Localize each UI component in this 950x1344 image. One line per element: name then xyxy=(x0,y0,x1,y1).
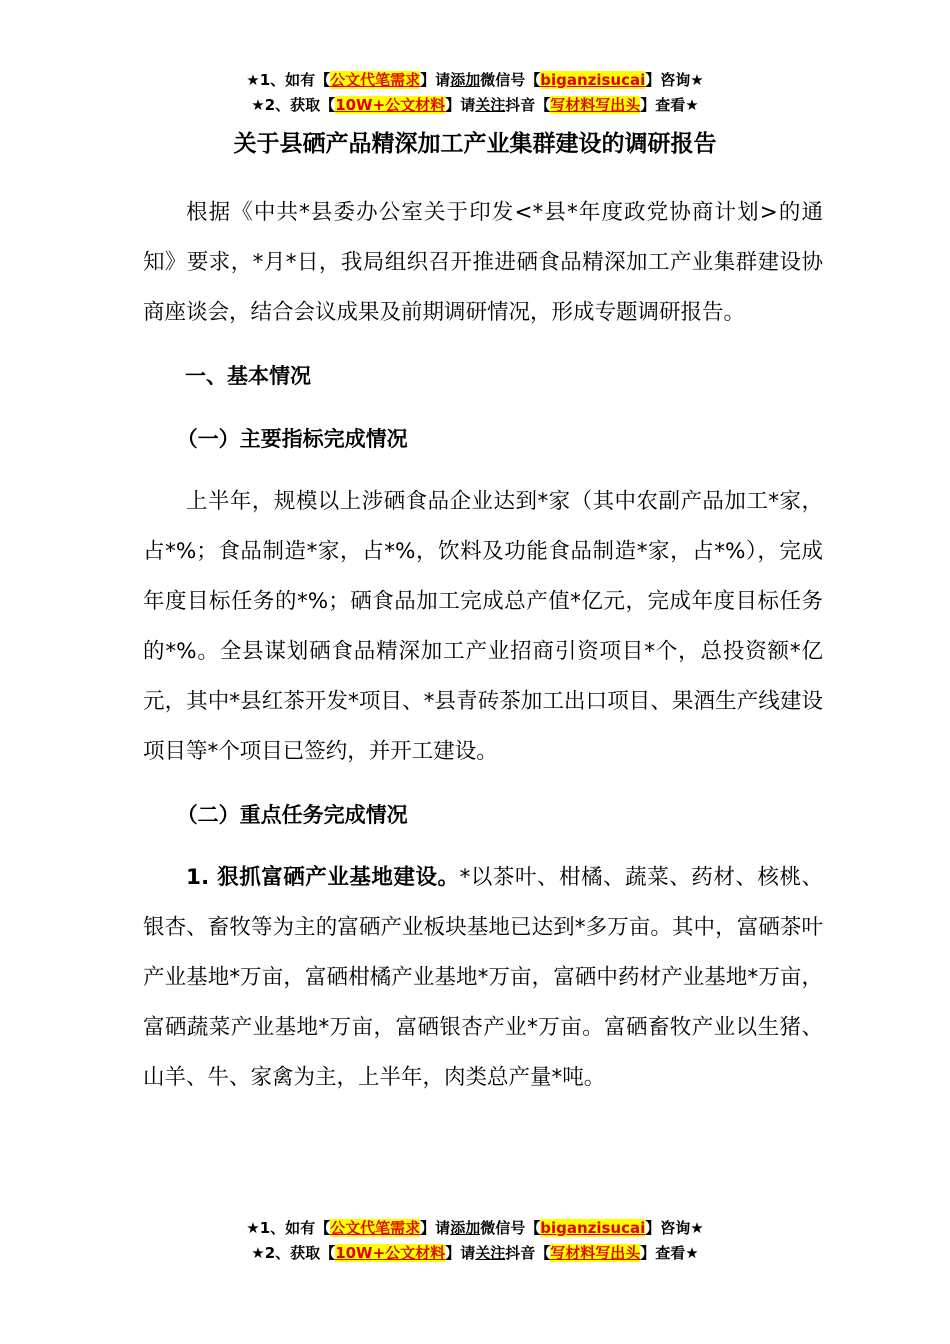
promo-text: ★2、获取【 xyxy=(251,96,336,114)
bottom-promo-banner xyxy=(0,1216,950,1266)
promo-text: 】咨询★ xyxy=(645,1219,704,1237)
promo-line-1 xyxy=(0,1216,950,1241)
promo-highlight-wechat: biganzisucai xyxy=(540,1219,646,1237)
promo-highlight-douyin: 写材料写出头 xyxy=(550,1244,641,1262)
promo-line-2 xyxy=(0,1241,950,1266)
document-body xyxy=(143,188,823,1103)
promo-text: 】请 xyxy=(445,96,476,114)
task-item-1-paragraph xyxy=(143,853,823,1103)
promo-text: 】请 xyxy=(420,71,451,89)
indicators-paragraph: 上半年，规模以上涉硒食品企业达到*家（其中农副产品加工*家，占*%；食品制造*家，占*%，饮料及功能食品制造*家，占*%），完成年度目标任务的*%；硒食品加工完成总产值*亿元，完成年度目标任务的*%。全县谋划硒食品精深加工产业招商引资项目*个，总投资额*亿元，其中*县红茶开发*项目、*县青砖茶加工出口项目、果酒生产线建设项目等*个项目已签约，并开工建设。 xyxy=(143,489,823,764)
promo-line-2 xyxy=(0,93,950,118)
promo-text: 】请 xyxy=(445,1244,476,1262)
promo-underline-follow: 关注 xyxy=(475,96,506,114)
promo-text: 】查看★ xyxy=(640,1244,699,1262)
promo-text: 微信号【 xyxy=(480,71,541,89)
promo-text: 微信号【 xyxy=(480,1219,541,1237)
task-item-1-text: *以茶叶、柑橘、蔬菜、药材、核桃、银杏、畜牧等为主的富硒产业板块基地已达到*多万亩。其中，富硒茶叶产业基地*万亩，富硒柑橘产业基地*万亩，富硒中药材产业基地*万亩，富硒蔬菜产业基地*万亩，富硒银杏产业*万亩。富硒畜牧产业以生猪、山羊、牛、家禽为主，上半年，肉类总产量*吨。 xyxy=(143,865,823,1090)
promo-text: 抖音【 xyxy=(505,96,551,114)
promo-text: ★2、获取【 xyxy=(251,1244,336,1262)
promo-underline-add: 添加 xyxy=(450,71,481,89)
intro-paragraph: 根据《中共*县委办公室关于印发<*县*年度政党协商计划>的通知》要求，*月*日，我局组织召开推进硒食品精深加工产业集群建设协商座谈会，结合会议成果及前期调研情况，形成专题调研报告。 xyxy=(143,200,823,325)
section-heading-basic-situation: 一、基本情况 xyxy=(185,364,311,388)
promo-line-1 xyxy=(0,68,950,93)
promo-highlight-materials: 10W+公文材料 xyxy=(335,1244,446,1262)
subsection-heading-key-tasks: （二）重点任务完成情况 xyxy=(176,803,408,827)
document-title: 关于县硒产品精深加工产业集群建设的调研报告 xyxy=(233,131,717,157)
promo-underline-add: 添加 xyxy=(450,1219,481,1237)
promo-text: 】查看★ xyxy=(640,96,699,114)
promo-text: 抖音【 xyxy=(505,1244,551,1262)
promo-text: 】咨询★ xyxy=(645,71,704,89)
promo-text: ★1、如有【 xyxy=(246,1219,331,1237)
promo-highlight-materials: 10W+公文材料 xyxy=(335,96,446,114)
task-item-1-lead: 1. 狠抓富硒产业基地建设。 xyxy=(186,865,460,890)
promo-highlight-service: 公文代笔需求 xyxy=(330,71,421,89)
promo-text: ★1、如有【 xyxy=(246,71,331,89)
promo-text: 】请 xyxy=(420,1219,451,1237)
promo-highlight-service: 公文代笔需求 xyxy=(330,1219,421,1237)
promo-highlight-wechat: biganzisucai xyxy=(540,71,646,89)
promo-underline-follow: 关注 xyxy=(475,1244,506,1262)
promo-highlight-douyin: 写材料写出头 xyxy=(550,96,641,114)
top-promo-banner xyxy=(0,68,950,118)
subsection-heading-indicators: （一）主要指标完成情况 xyxy=(176,427,408,451)
